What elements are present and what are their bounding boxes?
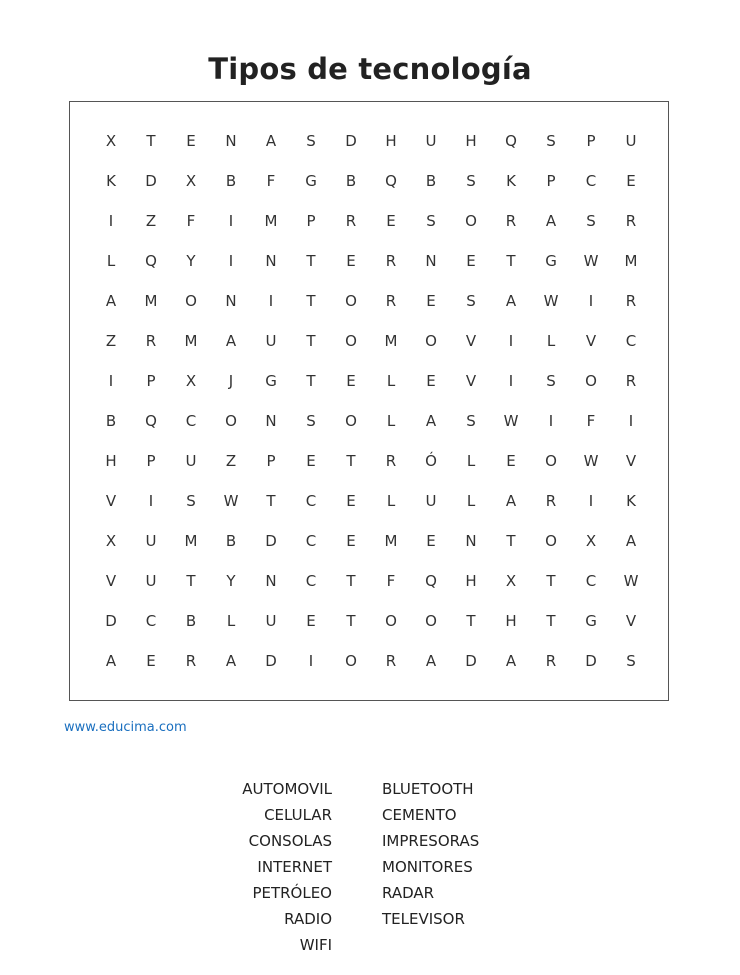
- grid-letter: H: [505, 612, 517, 630]
- grid-letter: R: [545, 652, 557, 670]
- grid-letter: U: [425, 132, 437, 150]
- grid-letter: E: [186, 132, 196, 150]
- website-link[interactable]: www.educima.com: [64, 720, 187, 735]
- grid-letter: I: [508, 372, 514, 390]
- grid-letter: O: [225, 412, 237, 430]
- grid-letter: G: [305, 172, 317, 190]
- grid-letter: I: [508, 332, 514, 350]
- grid-letter: R: [545, 492, 557, 510]
- grid-letter: C: [625, 332, 637, 350]
- grid-letter: N: [225, 132, 237, 150]
- grid-letter: E: [626, 172, 636, 190]
- grid-letter: L: [466, 452, 476, 470]
- grid-letter: E: [346, 492, 356, 510]
- grid-letter: G: [265, 372, 277, 390]
- grid-letter: D: [105, 612, 117, 630]
- grid-letter: Q: [145, 252, 157, 270]
- grid-letter: T: [346, 572, 356, 590]
- grid-letter: B: [425, 172, 437, 190]
- grid-letter: B: [225, 532, 237, 550]
- grid-letter: A: [105, 292, 117, 310]
- grid-letter: R: [185, 652, 197, 670]
- word-list-item: CEMENTO: [382, 806, 457, 824]
- grid-letter: E: [346, 532, 356, 550]
- grid-letter: I: [228, 212, 234, 230]
- grid-letter: P: [146, 372, 156, 390]
- grid-letter: O: [425, 332, 437, 350]
- grid-letter: F: [386, 572, 396, 590]
- grid-letter: E: [426, 532, 436, 550]
- grid-letter: J: [228, 372, 234, 390]
- grid-letter: M: [144, 292, 158, 310]
- word-list-item: IMPRESORAS: [382, 832, 480, 850]
- grid-letter: E: [506, 452, 516, 470]
- grid-letter: A: [505, 292, 517, 310]
- grid-letter: C: [305, 532, 317, 550]
- grid-letter: V: [465, 332, 477, 350]
- grid-letter: G: [585, 612, 597, 630]
- grid-letter: S: [306, 412, 316, 430]
- grid-letter: E: [306, 612, 316, 630]
- grid-letter: T: [306, 372, 316, 390]
- grid-letter: D: [345, 132, 357, 150]
- grid-letter: X: [105, 532, 117, 550]
- grid-letter: T: [146, 132, 156, 150]
- grid-letter: D: [585, 652, 597, 670]
- grid-letter: R: [145, 332, 157, 350]
- grid-letter: N: [265, 572, 277, 590]
- grid-letter: S: [186, 492, 196, 510]
- grid-letter: W: [583, 252, 599, 270]
- grid-letter: T: [306, 292, 316, 310]
- grid-letter: Z: [225, 452, 237, 470]
- grid-letter: S: [626, 652, 636, 670]
- grid-letter: W: [583, 452, 599, 470]
- word-search-grid: [91, 121, 651, 681]
- word-list-item: WIFI: [299, 936, 332, 954]
- grid-letter: H: [465, 572, 477, 590]
- page-title: Tipos de tecnología: [208, 52, 532, 86]
- grid-letter: R: [345, 212, 357, 230]
- grid-letter: A: [225, 332, 237, 350]
- grid-letter: I: [628, 412, 634, 430]
- grid-letter: B: [185, 612, 197, 630]
- grid-letter: A: [265, 132, 277, 150]
- grid-letter: E: [386, 212, 396, 230]
- grid-letter: I: [548, 412, 554, 430]
- grid-letter: U: [185, 452, 197, 470]
- grid-letter: S: [466, 172, 476, 190]
- grid-letter: T: [306, 252, 316, 270]
- grid-letter: L: [386, 492, 396, 510]
- grid-letter: F: [186, 212, 196, 230]
- word-list-item: MONITORES: [382, 858, 473, 876]
- grid-letter: R: [385, 652, 397, 670]
- grid-letter: Z: [105, 332, 117, 350]
- grid-letter: C: [145, 612, 157, 630]
- grid-letter: R: [625, 292, 637, 310]
- grid-letter: C: [305, 492, 317, 510]
- grid-letter: X: [105, 132, 117, 150]
- grid-letter: T: [186, 572, 196, 590]
- grid-letter: O: [425, 612, 437, 630]
- grid-letter: T: [306, 332, 316, 350]
- grid-letter: O: [345, 332, 357, 350]
- grid-letter: V: [465, 372, 477, 390]
- grid-letter: S: [546, 372, 556, 390]
- grid-letter: M: [384, 332, 398, 350]
- grid-letter: O: [185, 292, 197, 310]
- grid-letter: R: [385, 452, 397, 470]
- grid-letter: P: [146, 452, 156, 470]
- grid-letter: O: [385, 612, 397, 630]
- grid-letter: P: [546, 172, 556, 190]
- word-search-grid-frame: [69, 101, 669, 701]
- word-list-item: CONSOLAS: [248, 832, 332, 850]
- grid-letter: Y: [226, 572, 236, 590]
- grid-letter: P: [266, 452, 276, 470]
- word-list-item: BLUETOOTH: [382, 780, 474, 798]
- grid-letter: Q: [145, 412, 157, 430]
- grid-letter: T: [346, 612, 356, 630]
- grid-letter: A: [625, 532, 637, 550]
- grid-letter: K: [626, 492, 636, 510]
- grid-letter: U: [145, 532, 157, 550]
- grid-letter: K: [506, 172, 516, 190]
- grid-letter: H: [465, 132, 477, 150]
- grid-letter: W: [543, 292, 559, 310]
- grid-letter: W: [623, 572, 639, 590]
- grid-letter: X: [185, 372, 197, 390]
- grid-letter: X: [185, 172, 197, 190]
- grid-letter: L: [386, 412, 396, 430]
- grid-letter: A: [505, 652, 517, 670]
- grid-letter: T: [506, 252, 516, 270]
- grid-letter: M: [184, 532, 198, 550]
- grid-letter: I: [108, 212, 114, 230]
- grid-letter: I: [228, 252, 234, 270]
- grid-letter: T: [506, 532, 516, 550]
- grid-letter: A: [425, 652, 437, 670]
- grid-letter: S: [306, 132, 316, 150]
- grid-letter: N: [425, 252, 437, 270]
- grid-letter: O: [585, 372, 597, 390]
- grid-letter: M: [624, 252, 638, 270]
- word-list-item: INTERNET: [257, 858, 332, 876]
- grid-letter: K: [106, 172, 116, 190]
- grid-letter: M: [384, 532, 398, 550]
- grid-letter: I: [588, 292, 594, 310]
- grid-letter: E: [426, 292, 436, 310]
- grid-letter: M: [184, 332, 198, 350]
- grid-letter: I: [108, 372, 114, 390]
- grid-letter: V: [625, 612, 637, 630]
- grid-letter: I: [588, 492, 594, 510]
- grid-letter: U: [425, 492, 437, 510]
- grid-letter: Q: [505, 132, 517, 150]
- grid-letter: Z: [145, 212, 157, 230]
- grid-letter: A: [105, 652, 117, 670]
- grid-letter: E: [306, 452, 316, 470]
- grid-letter: V: [625, 452, 637, 470]
- grid-letter: D: [145, 172, 157, 190]
- grid-letter: E: [466, 252, 476, 270]
- word-list-item: AUTOMOVIL: [242, 780, 332, 798]
- grid-letter: R: [625, 212, 637, 230]
- grid-letter: N: [465, 532, 477, 550]
- grid-letter: D: [265, 532, 277, 550]
- grid-letter: L: [226, 612, 236, 630]
- grid-letter: F: [586, 412, 596, 430]
- grid-letter: S: [586, 212, 596, 230]
- grid-letter: E: [346, 252, 356, 270]
- grid-letter: R: [625, 372, 637, 390]
- grid-letter: B: [105, 412, 117, 430]
- grid-letter: O: [345, 412, 357, 430]
- grid-letter: E: [346, 372, 356, 390]
- grid-letter: T: [346, 452, 356, 470]
- grid-letter: I: [148, 492, 154, 510]
- grid-letter: S: [466, 412, 476, 430]
- grid-letter: A: [225, 652, 237, 670]
- grid-letter: Q: [385, 172, 397, 190]
- word-list-item: TELEVISOR: [382, 910, 465, 928]
- grid-letter: O: [345, 292, 357, 310]
- grid-letter: L: [546, 332, 556, 350]
- grid-letter: A: [505, 492, 517, 510]
- grid-letter: D: [465, 652, 477, 670]
- grid-letter: Ó: [425, 452, 437, 470]
- grid-letter: C: [185, 412, 197, 430]
- word-list-item: RADIO: [284, 910, 332, 928]
- grid-letter: O: [345, 652, 357, 670]
- grid-letter: W: [503, 412, 519, 430]
- grid-letter: I: [308, 652, 314, 670]
- grid-letter: U: [145, 572, 157, 590]
- grid-letter: H: [105, 452, 117, 470]
- grid-letter: P: [306, 212, 316, 230]
- grid-letter: R: [505, 212, 517, 230]
- grid-letter: N: [265, 412, 277, 430]
- grid-letter: U: [625, 132, 637, 150]
- word-list-item: PETRÓLEO: [252, 884, 332, 902]
- grid-letter: V: [105, 492, 117, 510]
- grid-letter: R: [385, 292, 397, 310]
- grid-letter: S: [466, 292, 476, 310]
- word-list-item: RADAR: [382, 884, 435, 902]
- grid-letter: R: [385, 252, 397, 270]
- grid-letter: L: [466, 492, 476, 510]
- grid-letter: L: [386, 372, 396, 390]
- grid-letter: T: [546, 612, 556, 630]
- grid-letter: X: [585, 532, 597, 550]
- grid-letter: A: [545, 212, 557, 230]
- grid-letter: N: [225, 292, 237, 310]
- grid-letter: M: [264, 212, 278, 230]
- word-list-right-column: [382, 776, 479, 932]
- word-list-item: CELULAR: [264, 806, 332, 824]
- grid-letter: C: [585, 172, 597, 190]
- grid-letter: U: [265, 332, 277, 350]
- grid-letter: S: [426, 212, 436, 230]
- grid-letter: T: [466, 612, 476, 630]
- grid-letter: V: [105, 572, 117, 590]
- grid-letter: H: [385, 132, 397, 150]
- grid-letter: O: [465, 212, 477, 230]
- grid-letter: W: [223, 492, 239, 510]
- grid-letter: I: [268, 292, 274, 310]
- grid-letter: T: [266, 492, 276, 510]
- grid-letter: Q: [425, 572, 437, 590]
- grid-letter: D: [265, 652, 277, 670]
- grid-letter: U: [265, 612, 277, 630]
- grid-letter: E: [146, 652, 156, 670]
- word-list-left-column: [242, 776, 332, 958]
- grid-letter: A: [425, 412, 437, 430]
- grid-letter: Y: [186, 252, 196, 270]
- grid-letter: O: [545, 532, 557, 550]
- grid-letter: E: [426, 372, 436, 390]
- grid-letter: G: [545, 252, 557, 270]
- grid-letter: C: [585, 572, 597, 590]
- grid-letter: N: [265, 252, 277, 270]
- grid-letter: B: [225, 172, 237, 190]
- grid-letter: T: [546, 572, 556, 590]
- grid-letter: P: [586, 132, 596, 150]
- grid-letter: X: [505, 572, 517, 590]
- grid-letter: F: [266, 172, 276, 190]
- grid-letter: S: [546, 132, 556, 150]
- grid-letter: O: [545, 452, 557, 470]
- grid-letter: L: [106, 252, 116, 270]
- grid-letter: B: [345, 172, 357, 190]
- grid-letter: V: [585, 332, 597, 350]
- grid-letter: C: [305, 572, 317, 590]
